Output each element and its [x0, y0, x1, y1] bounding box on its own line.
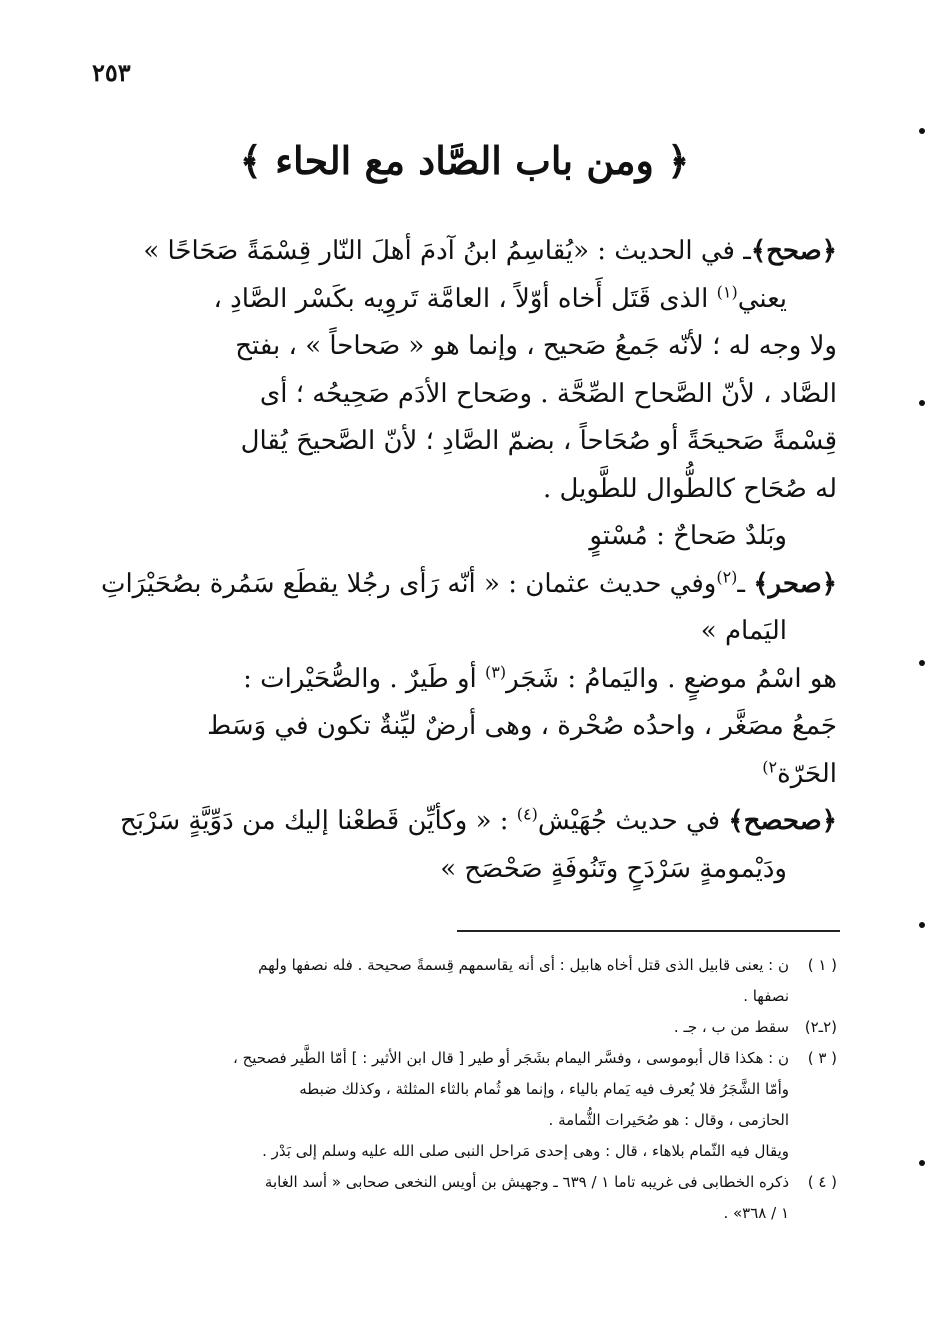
text-line [92, 276, 837, 324]
text-line: الصَّاد ، لأنّ الصَّحاح الصِّحَّة . وصَحاح الأدَم صَحِيحُه ؛ أى [259, 378, 837, 409]
text-line [92, 798, 837, 846]
margin-dot [919, 922, 925, 928]
text-line: اليَمام » [700, 616, 787, 646]
footnote-line: الحازمى ، وقال : هو صُحَيرات الثُّمامة . [548, 1111, 789, 1129]
footnote-line: ١ / ٣٦٨» . [723, 1204, 789, 1222]
text-line [92, 228, 837, 276]
footnote-number: ( ٤ ) [807, 1173, 837, 1191]
footnote-1 [92, 950, 837, 1012]
margin-dot [919, 400, 925, 406]
footnote-2 [92, 1012, 837, 1043]
chapter-title: ﴿ ومن باب الصَّاد مع الحاء ﴾ [239, 138, 690, 183]
footnote-3 [92, 1043, 837, 1167]
footnote-marker: ٢) [762, 756, 778, 776]
line-text: : « وكأيِّن قَطعْنا إليك من دَوِّيَّةٍ سَرْبَح [119, 806, 517, 836]
line-text: هو اسْمُ موضعٍ . واليَمامُ : شَجَر [506, 663, 837, 694]
footnote-4 [92, 1167, 837, 1229]
text-line: قِسْمةً صَحيحَةً أو صُحَاحاً ، بضمّ الصَّادِ ؛ لأنّ الصَّحيحَ يُقال [240, 426, 837, 456]
body-text [92, 228, 837, 893]
footnote-number: ( ٣ ) [807, 1049, 837, 1067]
line-text: في حديث جُهَيْش [537, 806, 729, 836]
footnote-number: ( ١ ) [807, 956, 837, 974]
footnote-line: ذكره الخطابى فى غريبه تاما ١ / ٦٣٩ ـ وجهيش بن أويس النخعى صحابى « أسد الغابة [264, 1173, 789, 1191]
entry-head-sahr: ﴿صحر﴾ [753, 568, 837, 599]
line-text: ـ في الحديث : «يُقاسِمُ ابنُ آدمَ أهلَ النّار قِسْمَةً صَحَاحًا » [143, 236, 751, 266]
footnote-divider [457, 930, 840, 932]
text-line [92, 561, 837, 609]
line-text: يعني [737, 283, 787, 314]
footnote-line: سقط من ب ، جـ . [673, 1018, 789, 1036]
footnote-text [92, 1043, 789, 1167]
line-text: الذى قَتَل أَخاه أوّلاً ، العامَّة تَروِيه بكَسْر الصَّادِ ، [213, 283, 717, 314]
text-line [92, 751, 837, 799]
footnote-line: ويقال فيه الثّمام بلاهاء ، قال : وهى إحدى مَراحل النبى صلى الله عليه وسلم إلى بَدْر . [262, 1142, 789, 1160]
entry-head-sahh: ﴿صحح﴾ [750, 236, 837, 266]
text-line: وبَلدٌ صَحاحٌ : مُسْتوٍ [589, 521, 787, 551]
footnote-marker: (٣) [485, 661, 507, 681]
footnotes [92, 950, 837, 1229]
footnote-text [92, 1012, 789, 1043]
text-line: له صُحَاح كالطُّوال للطَّويل . [542, 473, 837, 504]
line-text: أو طَيرٌ . والصُّحَيْرات : [243, 663, 486, 694]
footnote-line: نصفها . [743, 987, 789, 1005]
footnote-text [92, 1167, 789, 1229]
text-line [92, 656, 837, 704]
footnote-marker: (٢) [716, 566, 738, 586]
footnote-number: (٢ـ٢) [804, 1018, 837, 1036]
footnote-marker: (١) [716, 281, 738, 301]
footnote-marker: (٤) [516, 804, 538, 824]
margin-dot [919, 1160, 925, 1166]
line-text: وفي حديث عثمان : « أنّه رَأى رجُلا يقطَع سَمُرة بصُحَيْرَاتِ [100, 568, 717, 599]
text-line: ودَيْمومةٍ سَرْدَحٍ وتَنُوفَةٍ صَحْصَح » [440, 853, 787, 884]
line-text: الحَرّة [777, 758, 837, 789]
line-text: ـ [737, 568, 754, 599]
footnote-text [92, 950, 789, 1012]
margin-dot [919, 128, 925, 134]
footnote-line: وأمّا الشَّجَرُ فلا يُعرف فيه يَمام بالياء ، وإنما هو ثُمام بالثاء المثلثة ، وكذلك ضبطه [299, 1080, 789, 1098]
page-number: ٢٥٣ [92, 58, 131, 87]
text-line: جَمعُ مصَغَّر ، واحدُه صُحْرة ، وهى أرضٌ ليِّنةٌ تكون في وَسَط [207, 711, 837, 741]
footnote-line: ن : يعنى قابيل الذى قتل أخاه هابيل : أى أنه يقاسمهم قِسمةً صحيحة . فله نصفها ولهم [258, 956, 789, 974]
margin-dot [919, 660, 925, 666]
footnote-line: ن : هكذا قال أبوموسى ، وفسَّر اليمام بشَجَر أو طير [ قال ابن الأثير : ] أمّا الطَّير فصحيح ، [232, 1049, 789, 1067]
entry-head-sahsah: ﴿صحصح﴾ [728, 806, 837, 836]
text-line: ولا وجه له ؛ لأنّه جَمعُ صَحيح ، وإنما هو « صَحاحاً » ، بفتح [235, 331, 837, 361]
